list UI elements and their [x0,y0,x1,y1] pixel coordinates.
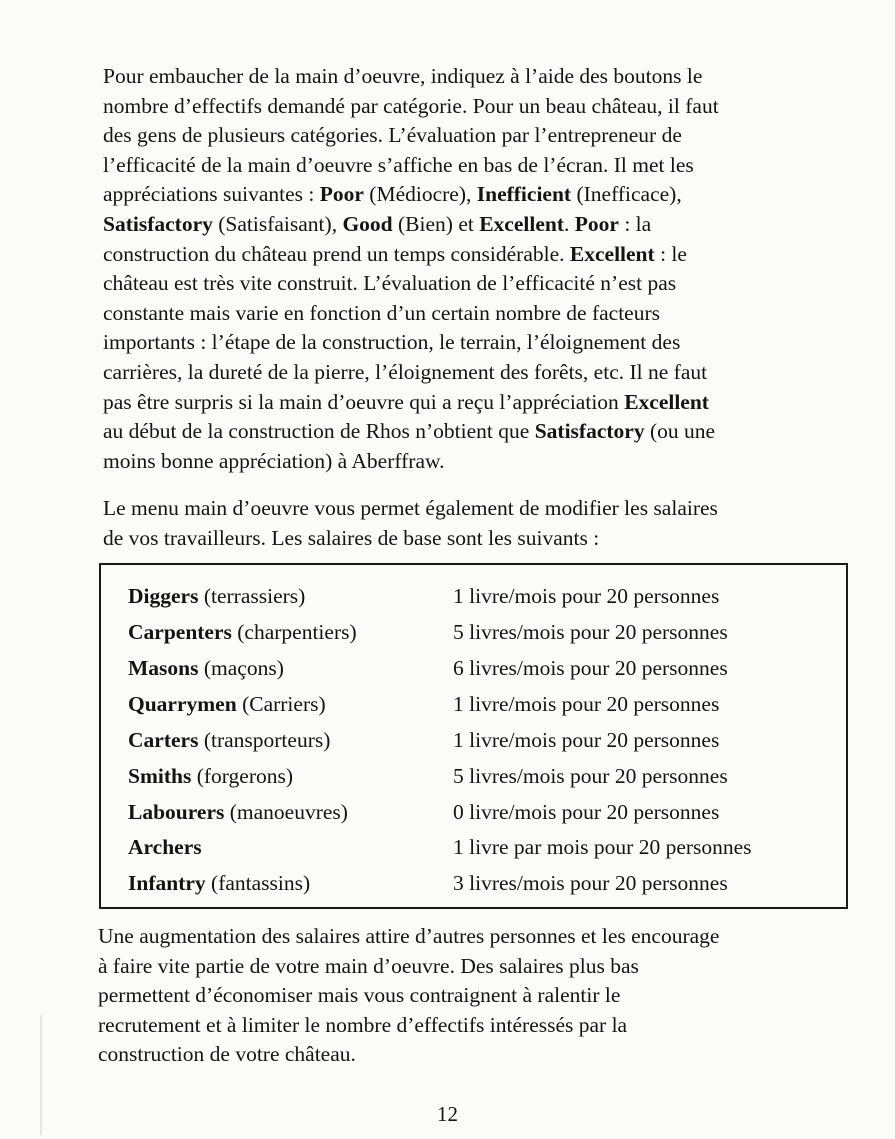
wage-row [101,686,846,722]
text-line [103,494,848,524]
text-run: . [564,211,575,236]
wage-rate: 5 livres/mois pour 20 personnes [453,764,728,788]
text-run: Une augmentation des salaires attire d’autres personnes et les encourage [98,924,720,948]
worker-category [128,650,284,686]
salary-effect-paragraph [98,922,863,1070]
wage-row [101,794,846,830]
worker-category-en: Smiths [128,764,192,788]
text-run: moins bonne appréciation) à Aberffraw. [103,448,445,473]
text-run: château est très vite construit. L’évaluation de l’efficacité n’est pas [103,271,677,296]
wage-table [99,563,848,909]
worker-category [128,578,305,614]
worker-category-fr: (terrassiers) [198,584,306,608]
text-run: pas être surpris si la main d’oeuvre qui a reçu l’appréciation [103,389,625,414]
text-run: : le [654,241,687,266]
text-line [103,299,848,329]
worker-category-en: Archers [128,835,202,859]
workforce-paragraph [103,62,848,476]
bold-term: Excellent [569,241,655,266]
wage-rate: 1 livre/mois pour 20 personnes [453,584,720,608]
worker-category-en: Masons [128,656,199,680]
text-run: : la [618,211,652,236]
text-run: construction du château prend un temps considérable. [103,241,570,266]
text-line [103,328,848,358]
worker-category [128,829,202,865]
wage-rate: 6 livres/mois pour 20 personnes [453,656,728,680]
wages-intro-paragraph [103,494,848,553]
wage-rate: 3 livres/mois pour 20 personnes [453,871,728,895]
wage-rate: 1 livre/mois pour 20 personnes [453,728,720,752]
worker-category [128,794,348,830]
text-run: permettent d’économiser mais vous contraignent à ralentir le [98,983,621,1008]
worker-category-fr: (forgerons) [191,764,294,788]
wage-rate: 5 livres/mois pour 20 personnes [453,620,728,644]
text-line [103,180,848,210]
bold-term: Satisfactory [534,419,645,444]
worker-category-en: Diggers [128,584,199,608]
text-run: nombre d’effectifs demandé par catégorie. Pour un beau château, il faut [103,93,719,118]
text-run: des gens de plusieurs catégories. L’évaluation par l’entrepreneur de [103,123,682,148]
text-run: (Bien) et [392,211,480,236]
worker-category-en: Quarrymen [128,692,237,716]
bold-term: Poor [319,182,364,207]
worker-category [128,686,326,722]
text-line [103,447,848,477]
worker-category-en: Labourers [128,800,225,824]
worker-category-fr: (maçons) [198,656,284,680]
text-line [103,121,848,151]
text-line [103,269,848,299]
text-run: recrutement et à limiter le nombre d’effectifs intéressés par la [98,1012,628,1037]
text-run: au début de la construction de Rhos n’obtient que [103,419,535,444]
text-run: à faire vite partie de votre main d’oeuvre. Des salaires plus bas [98,953,639,978]
text-line [103,388,848,418]
text-line [103,417,848,447]
worker-category-fr: (manoeuvres) [224,800,348,824]
worker-category-fr: (Carriers) [236,692,326,716]
text-run: construction de votre château. [98,1042,356,1067]
text-run: l’efficacité de la main d’oeuvre s’affiche en bas de l’écran. Il met les [103,152,694,177]
text-run: constante mais varie en fonction d’un certain nombre de facteurs [103,300,660,325]
wage-rate: 1 livre/mois pour 20 personnes [453,692,720,716]
worker-category [128,614,357,650]
worker-category-fr: (fantassins) [205,871,311,895]
worker-category-en: Carpenters [128,620,232,644]
text-line [98,922,863,952]
text-run: Le menu main d’oeuvre vous permet également de modifier les salaires [103,496,718,520]
text-line [103,358,848,388]
text-run: de vos travailleurs. Les salaires de base sont les suivants : [103,525,600,550]
bold-term: Good [342,211,393,236]
bold-term: Inefficient [476,182,572,207]
text-line [103,151,848,181]
wage-row [101,578,846,614]
bold-term: Satisfactory [103,211,213,236]
wage-row [101,829,846,865]
worker-category-fr: (charpentiers) [231,620,357,644]
wage-rate: 0 livre/mois pour 20 personnes [453,800,720,824]
text-line [103,62,848,92]
text-line [98,1040,863,1070]
text-run: importants : l’étape de la construction, le terrain, l’éloignement des [103,330,681,355]
worker-category [128,865,310,901]
text-run: (Satisfaisant), [212,211,343,236]
bold-term: Excellent [479,211,565,236]
worker-category-en: Infantry [128,871,206,895]
page-number: 12 [437,1102,458,1126]
text-line [98,981,863,1011]
wage-row [101,865,846,901]
worker-category-en: Carters [128,728,199,752]
text-line [103,210,848,240]
text-run: (Inefficace), [571,182,682,207]
text-line [103,240,848,270]
wage-row [101,650,846,686]
wage-row [101,722,846,758]
wage-row [101,614,846,650]
text-run: carrières, la dureté de la pierre, l’éloignement des forêts, etc. Il ne faut [103,359,708,384]
text-line [103,524,848,554]
text-line [103,92,848,122]
text-run: appréciations suivantes : [103,182,320,207]
text-line [98,1011,863,1041]
bold-term: Excellent [624,389,709,414]
wage-row [101,758,846,794]
text-run: (Médiocre), [363,182,477,207]
text-run: (ou une [644,419,716,444]
worker-category [128,758,293,794]
wage-rate: 1 livre par mois pour 20 personnes [453,835,752,859]
worker-category [128,722,330,758]
worker-category-fr: (transporteurs) [198,728,331,752]
bold-term: Poor [574,211,619,236]
text-run: Pour embaucher de la main d’oeuvre, indiquez à l’aide des boutons le [103,64,703,88]
text-line [98,952,863,982]
